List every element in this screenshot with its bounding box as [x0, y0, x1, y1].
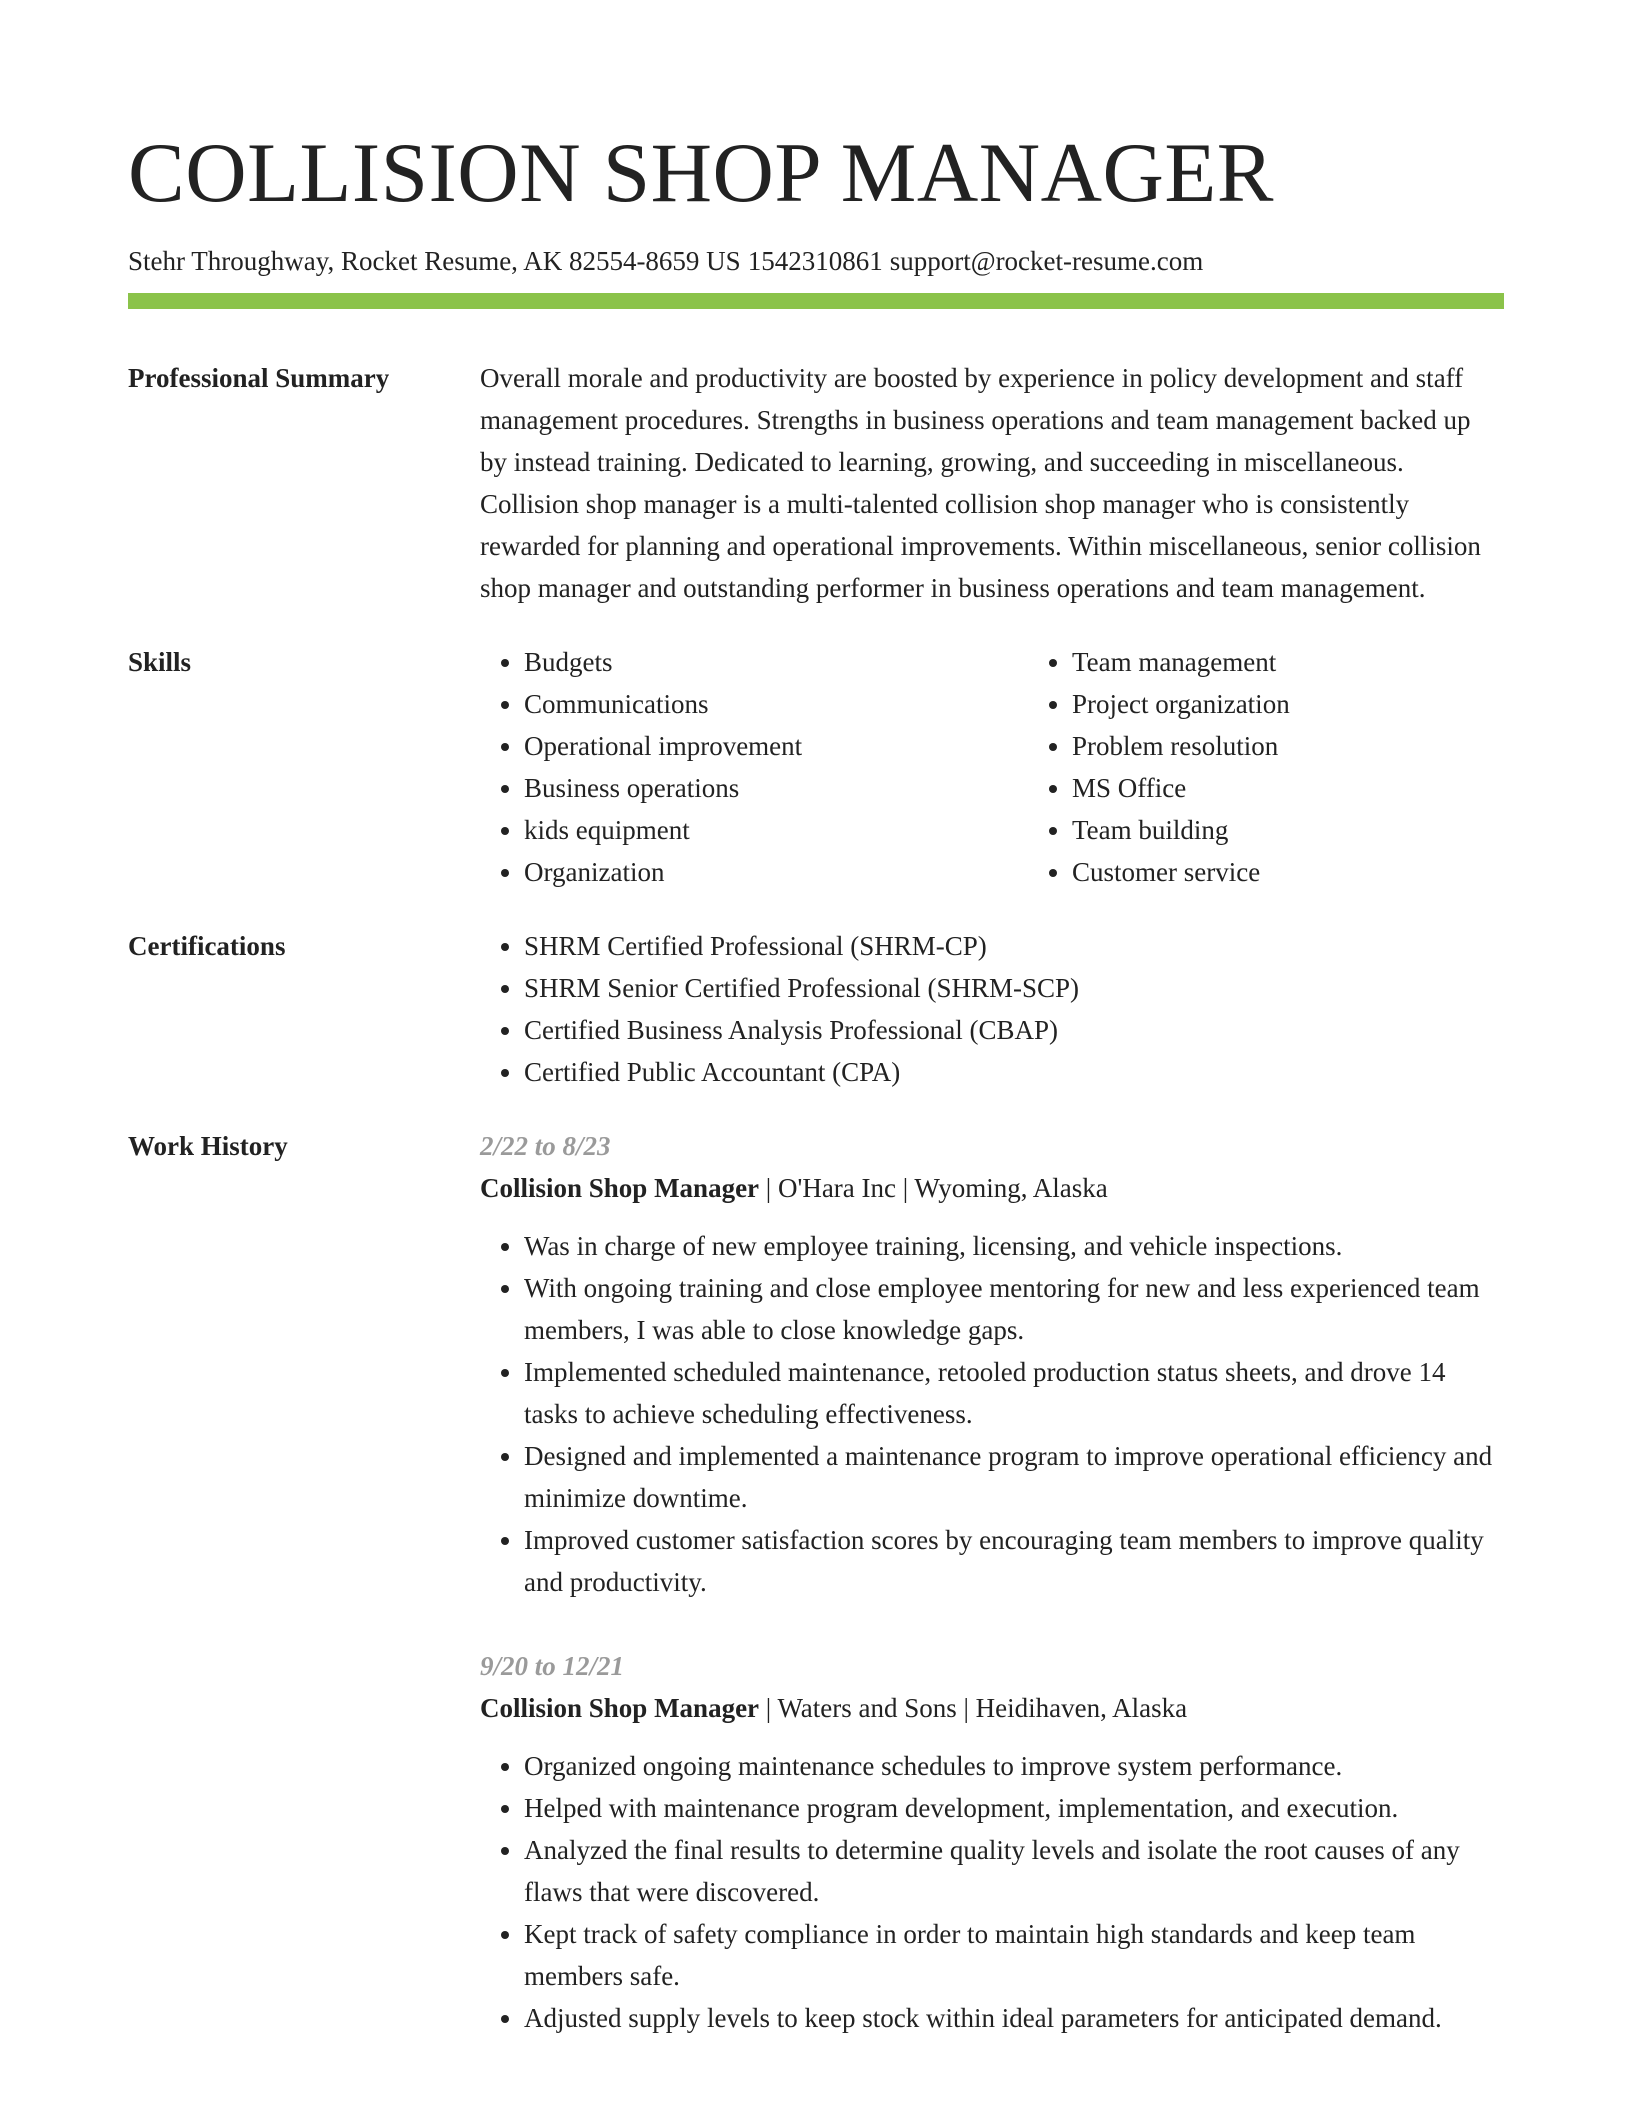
header-divider: [128, 293, 1504, 309]
certifications-section: [128, 925, 1504, 1093]
skill-item: • Business operations: [524, 767, 1028, 809]
skill-item: • Communications: [524, 683, 1028, 725]
job-duty: • Adjusted supply levels to keep stock within ideal parameters for anticipated demand.: [524, 1997, 1504, 2039]
certification-item: • SHRM Senior Certified Professional (SHRM-SCP): [524, 967, 1504, 1009]
job-duty: • Implemented scheduled maintenance, retooled production status sheets, and drove 14 tasks to achieve scheduling effectiveness.: [524, 1351, 1504, 1435]
certification-item: • Certified Business Analysis Professional (CBAP): [524, 1009, 1504, 1051]
skills-label: Skills: [128, 647, 192, 677]
job-duty: • Designed and implemented a maintenance program to improve operational efficiency and minimize downtime.: [524, 1435, 1504, 1519]
work-history-label: Work History: [128, 1131, 288, 1161]
contact-email: support@rocket-resume.com: [889, 246, 1204, 276]
certifications-list: [480, 925, 1504, 1093]
resume-title: COLLISION SHOP MANAGER: [128, 126, 1274, 220]
summary-label: Professional Summary: [128, 363, 390, 393]
summary-text: Overall morale and productivity are boosted by experience in policy development and staff management procedures. Strengths in business operations and team management backed up by instead training. Dedicated to learning, growing, and succeeding in miscellaneous. Collision shop manager is a multi-talented collision shop manager who is consistently rewarded for planning and operational improvements. Within miscellaneous, senior collision shop manager and outstanding performer in business operations and team management.: [480, 363, 1481, 603]
skill-item: • Organization: [524, 851, 1028, 893]
job-duty: • Helped with maintenance program development, implementation, and execution.: [524, 1787, 1504, 1829]
skill-item: • Budgets: [524, 641, 1028, 683]
job-company-location: | Waters and Sons | Heidihaven, Alaska: [765, 1693, 1188, 1723]
skills-list-right: [1028, 641, 1576, 893]
job-dates: 9/20 to 12/21: [480, 1651, 625, 1681]
summary-section: [128, 357, 1504, 609]
job-title: Collision Shop Manager: [480, 1173, 760, 1203]
skill-item: • Operational improvement: [524, 725, 1028, 767]
skill-item: • Team building: [1072, 809, 1576, 851]
job-duty: • Improved customer satisfaction scores by encouraging team members to improve quality and productivity.: [524, 1519, 1504, 1603]
job-company-location: | O'Hara Inc | Wyoming, Alaska: [765, 1173, 1108, 1203]
skills-list-left: [480, 641, 1028, 893]
job-duty: • Organized ongoing maintenance schedules to improve system performance.: [524, 1745, 1504, 1787]
certification-item: • Certified Public Accountant (CPA): [524, 1051, 1504, 1093]
skill-item: • Problem resolution: [1072, 725, 1576, 767]
job-heading: [480, 1687, 1504, 1729]
contact-address: Stehr Throughway, Rocket Resume, AK 82554-8659 US: [128, 246, 741, 276]
skills-section: [128, 641, 1504, 893]
job-duty: • With ongoing training and close employee mentoring for new and less experienced team members, I was able to close knowledge gaps.: [524, 1267, 1504, 1351]
skill-item: • MS Office: [1072, 767, 1576, 809]
job-entry: [480, 1125, 1504, 1603]
skill-item: • kids equipment: [524, 809, 1028, 851]
job-heading: [480, 1167, 1504, 1209]
contact-line: [128, 242, 1504, 280]
work-history-section: [128, 1125, 1504, 2081]
contact-phone: 1542310861: [747, 246, 883, 276]
skill-item: • Project organization: [1072, 683, 1576, 725]
resume-page: [128, 118, 1504, 2081]
skill-item: • Customer service: [1072, 851, 1576, 893]
job-duties-list: [480, 1225, 1504, 1603]
job-entry: [480, 1645, 1504, 2039]
job-title: Collision Shop Manager: [480, 1693, 760, 1723]
certification-item: • SHRM Certified Professional (SHRM-CP): [524, 925, 1504, 967]
job-duty: • Kept track of safety compliance in order to maintain high standards and keep team members safe.: [524, 1913, 1504, 1997]
job-dates: 2/22 to 8/23: [480, 1131, 611, 1161]
certifications-label: Certifications: [128, 931, 286, 961]
job-duties-list: [480, 1745, 1504, 2039]
job-duty: • Analyzed the final results to determine quality levels and isolate the root causes of any flaws that were discovered.: [524, 1829, 1504, 1913]
job-duty: • Was in charge of new employee training, licensing, and vehicle inspections.: [524, 1225, 1504, 1267]
skill-item: • Team management: [1072, 641, 1576, 683]
